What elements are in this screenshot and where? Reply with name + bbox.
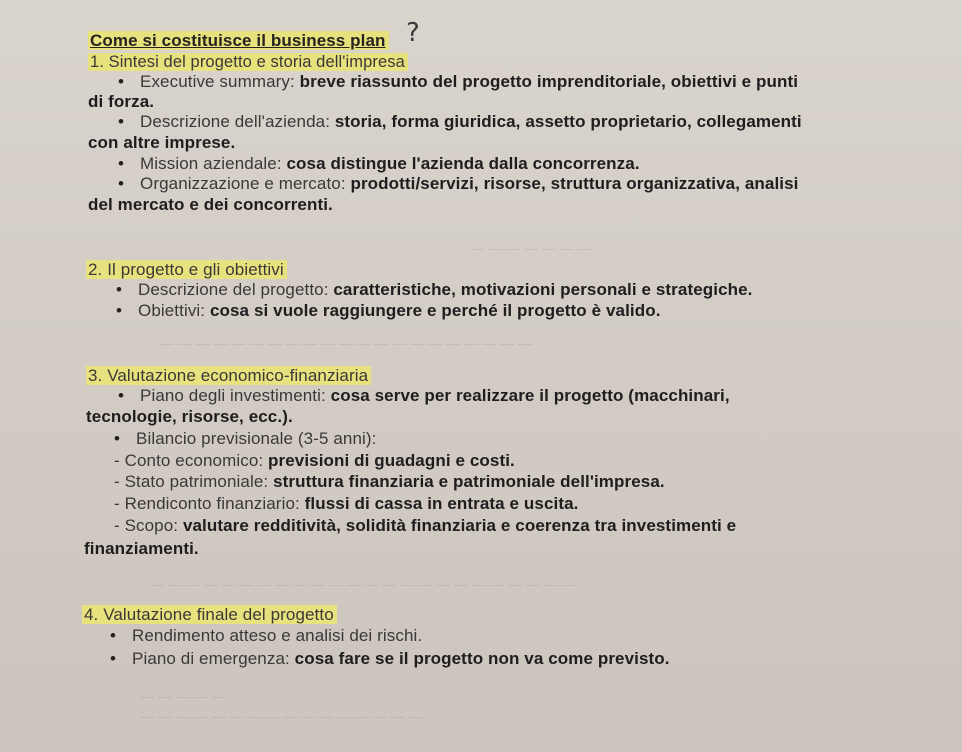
bleed-through-text: — — — — — — — — — — — — — — — — — — — — — — — —: [150, 576, 576, 592]
section-3-item-2: • Bilancio previsionale (3-5 anni):: [114, 429, 377, 448]
title-text: Come si costituisce il business plan: [88, 31, 389, 50]
bullet-icon: •: [116, 280, 123, 299]
section-3-sub-item-1: - Conto economico: previsioni di guadagni e costi.: [114, 451, 515, 470]
section-2-item-2: • Obiettivi: cosa si vuole raggiungere e perché il progetto è valido.: [116, 301, 661, 320]
section-4-item-2: • Piano di emergenza: cosa fare se il progetto non va come previsto.: [110, 649, 670, 668]
bullet-icon: •: [118, 112, 125, 131]
bullet-icon: •: [116, 301, 123, 320]
bleed-through-text: — — — — — — —: [470, 240, 592, 256]
section-1-item-1-cont: di forza.: [88, 92, 155, 111]
section-1-item-3: • Mission aziendale: cosa distingue l'azienda dalla concorrenza.: [118, 154, 640, 173]
bleed-through-text: — — — — —: [140, 688, 226, 704]
section-3-sub-item-4: - Scopo: valutare redditività, solidità finanziaria e coerenza tra investimenti e: [114, 516, 737, 535]
section-1-item-2-cont: con altre imprese.: [88, 133, 236, 152]
bullet-icon: •: [118, 386, 125, 405]
bleed-through-text: — — — — — — — — — — — — — — — — — — — — —: [160, 335, 532, 351]
section-3-item-1: • Piano degli investimenti: cosa serve per realizzare il progetto (macchinari,: [118, 386, 730, 405]
section-2-item-1: • Descrizione del progetto: caratteristiche, motivazioni personali e strategiche.: [116, 280, 753, 299]
section-1-item-1: • Executive summary: breve riassunto del progetto imprenditoriale, obiettivi e punti: [118, 72, 799, 91]
section-1-heading: 1. Sintesi del progetto e storia dell'impresa: [88, 52, 408, 72]
section-1-item-4: • Organizzazione e mercato: prodotti/servizi, risorse, struttura organizzativa, analisi: [118, 174, 799, 193]
bullet-icon: •: [110, 649, 117, 668]
section-2-heading: 2. Il progetto e gli obiettivi: [86, 260, 287, 280]
document-title: [88, 31, 389, 51]
bullet-icon: •: [114, 429, 121, 448]
section-3-sub-item-3: - Rendiconto finanziario: flussi di cassa in entrata e uscita.: [114, 494, 579, 513]
section-1-item-2: • Descrizione dell'azienda: storia, forma giuridica, assetto proprietario, collegamenti: [118, 112, 802, 131]
section-3-sub-item-4-cont: finanziamenti.: [84, 539, 199, 558]
section-4-heading: 4. Valutazione finale del progetto: [82, 605, 337, 625]
bleed-through-text: — — — — — — — — — — — — — — — —: [140, 708, 423, 724]
bullet-icon: •: [118, 72, 125, 91]
section-3-sub-item-2: - Stato patrimoniale: struttura finanziaria e patrimoniale dell'impresa.: [114, 472, 665, 491]
section-3-heading: 3. Valutazione economico-finanziaria: [86, 366, 371, 386]
section-1-item-4-cont: del mercato e dei concorrenti.: [88, 195, 333, 214]
bullet-icon: •: [118, 174, 125, 193]
bullet-icon: •: [110, 626, 117, 645]
section-4-item-1: • Rendimento atteso e analisi dei rischi.: [110, 626, 423, 645]
question-mark-annotation: ?: [406, 18, 420, 48]
section-3-item-1-cont: tecnologie, risorse, ecc.).: [86, 407, 293, 426]
bullet-icon: •: [118, 154, 125, 173]
